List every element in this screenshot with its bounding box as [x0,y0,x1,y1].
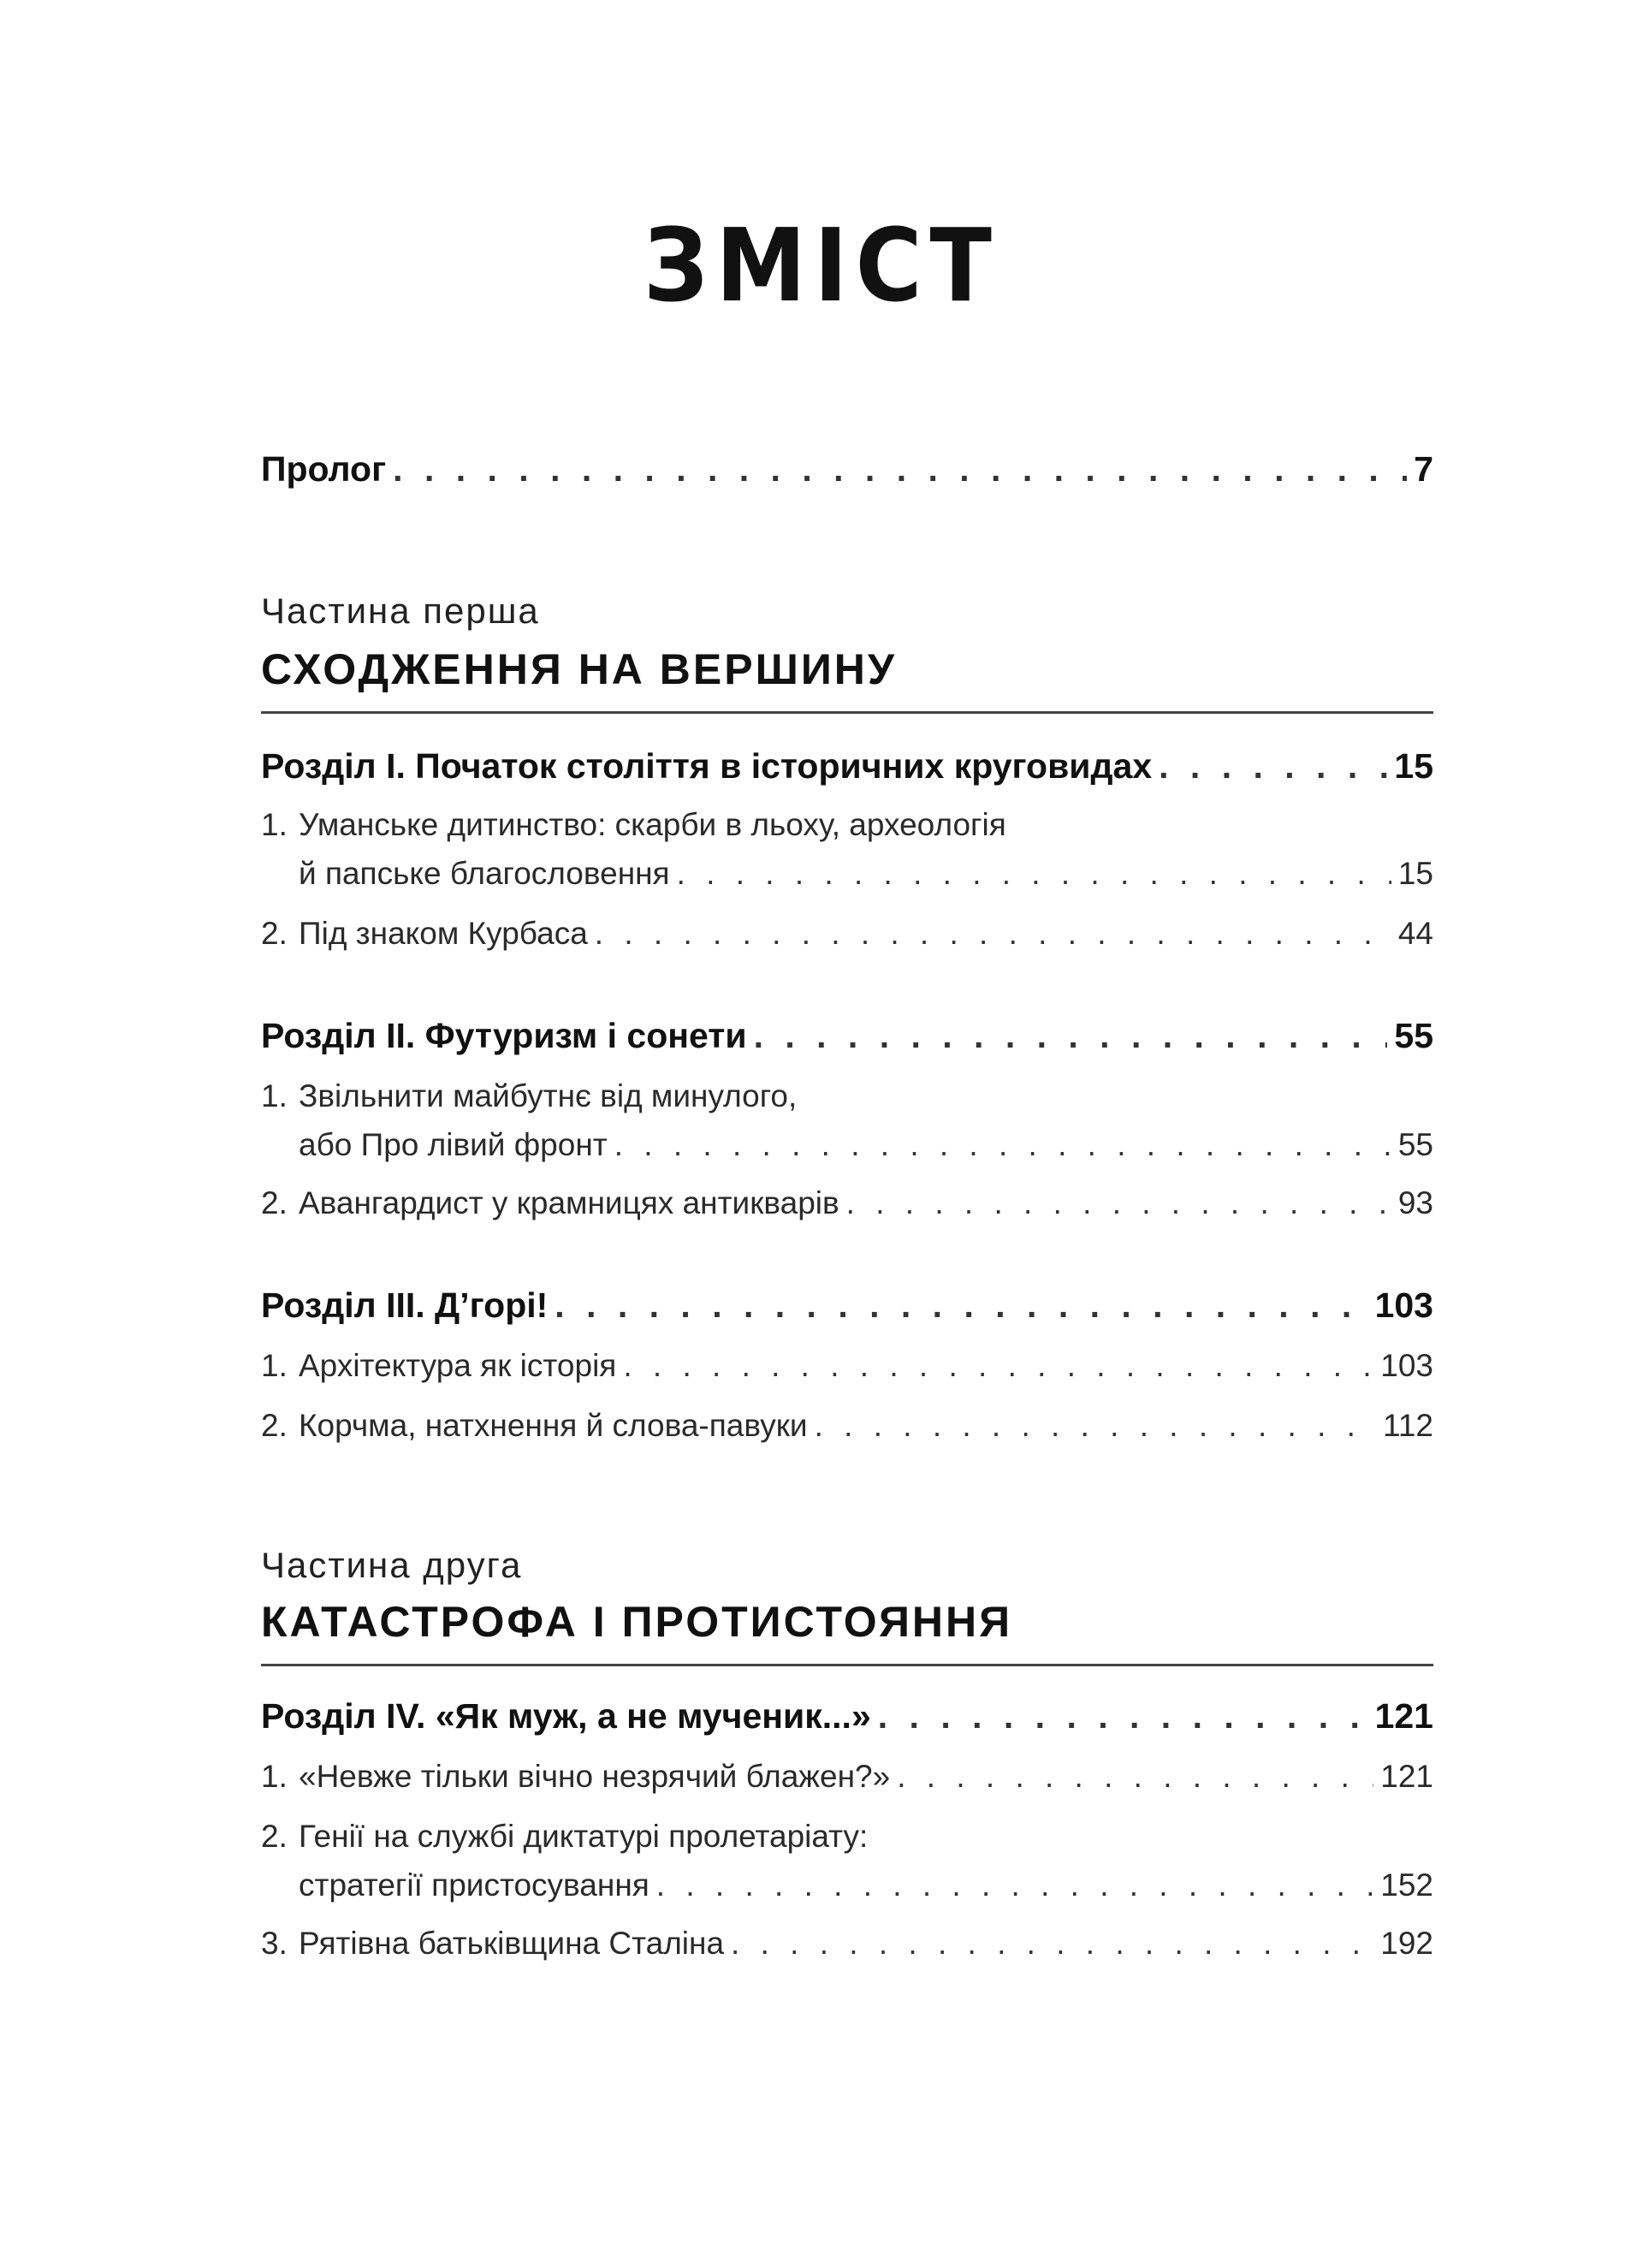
entry-label: Рятівна батьківщина Сталіна [299,1926,725,1961]
toc-entry-section[interactable] [261,1185,1433,1221]
part-title: СХОДЖЕННЯ НА ВЕРШИНУ [261,645,898,693]
entry-label: й папське благословення [299,856,670,891]
dot-leader [656,1867,1373,1903]
entry-label: Пролог [261,449,387,489]
toc-entry-section-cont[interactable] [261,1867,1433,1903]
dot-leader [754,1016,1388,1056]
entry-label: Звільнити майбутнє від минулого, [299,1078,798,1113]
dot-leader [614,1127,1391,1163]
toc-entry-prologue[interactable] [261,449,1433,490]
dot-leader [555,1285,1367,1326]
dot-leader [393,449,1407,490]
toc-entry-chapter[interactable] [261,746,1433,787]
divider [261,1664,1433,1666]
section-number: 1. [261,1759,288,1794]
toc-entry-chapter[interactable] [261,1696,1433,1737]
entry-label: Розділ IV. «Як муж, а не мученик...» [261,1696,871,1736]
section-number: 1. [261,1078,288,1113]
page-number: 93 [1397,1185,1433,1220]
entry-label: Розділ ІІ. Футуризм і сонети [261,1016,747,1055]
page-number: 55 [1397,1127,1433,1162]
page-number: 121 [1374,1696,1433,1736]
section-number: 1. [261,1348,288,1383]
dot-leader [623,1348,1373,1384]
dot-leader [897,1759,1373,1795]
entry-label: Уманське дитинство: скарби в льоху, археологія [299,807,1006,842]
page-number: 7 [1414,449,1433,489]
part-title: КАТАСТРОФА І ПРОТИСТОЯННЯ [261,1598,1013,1646]
entry-label: Корчма, натхнення й слова-павуки [299,1408,808,1443]
toc-entry-section[interactable] [261,1348,1433,1384]
section-number: 2. [261,1185,288,1220]
section-number: 2. [261,1408,288,1443]
page-number: 44 [1397,916,1433,951]
page-title: ЗМІСТ [643,206,1000,324]
dot-leader [731,1926,1373,1962]
part-label: Частина друга [261,1545,523,1585]
part-label: Частина перша [261,591,540,631]
entry-label: Авангардист у крамницях антикварів [299,1185,839,1220]
dot-leader [846,1185,1391,1221]
page-number: 15 [1397,856,1433,891]
dot-leader [595,916,1391,952]
dot-leader [1159,746,1387,787]
dot-leader [815,1408,1376,1444]
dot-leader [878,1696,1368,1737]
dot-leader [677,856,1391,892]
toc-entry-chapter[interactable] [261,1285,1433,1326]
section-number: 2. [261,916,288,951]
section-number: 1. [261,807,288,842]
entry-label: Під знаком Курбаса [299,916,588,951]
page-number: 103 [1374,1285,1433,1325]
toc-entry-section[interactable] [261,1926,1433,1962]
page-number: 103 [1380,1348,1433,1383]
toc-entry-section[interactable] [261,1078,1433,1114]
entry-label: стратегії пристосування [299,1867,649,1903]
page-number: 192 [1380,1926,1433,1961]
page-number: 152 [1380,1867,1433,1903]
section-number: 3. [261,1926,288,1961]
toc-entry-chapter[interactable] [261,1016,1433,1056]
page-number: 121 [1380,1759,1433,1794]
toc-entry-section[interactable] [261,916,1433,952]
entry-label: Архітектура як історія [299,1348,617,1383]
toc-entry-section[interactable] [261,1408,1433,1444]
toc-entry-section[interactable] [261,1759,1433,1795]
entry-label: «Невже тільки вічно незрячий блажен?» [299,1759,891,1794]
entry-label: Генії на службі диктатурі пролетаріату: [299,1819,869,1854]
divider [261,711,1433,714]
page-number: 112 [1383,1408,1433,1443]
toc-entry-section-cont[interactable] [261,1127,1433,1163]
toc-entry-section[interactable] [261,807,1433,843]
entry-label: або Про лівий фронт [299,1127,608,1162]
page-number: 15 [1394,746,1433,786]
toc-entry-section-cont[interactable] [261,856,1433,892]
section-number: 2. [261,1819,288,1854]
page-number: 55 [1394,1016,1433,1055]
toc-entry-section[interactable] [261,1819,1433,1855]
entry-label: Розділ І. Початок століття в історичних круговидах [261,746,1153,786]
entry-label: Розділ ІІІ. Д’горі! [261,1285,549,1325]
